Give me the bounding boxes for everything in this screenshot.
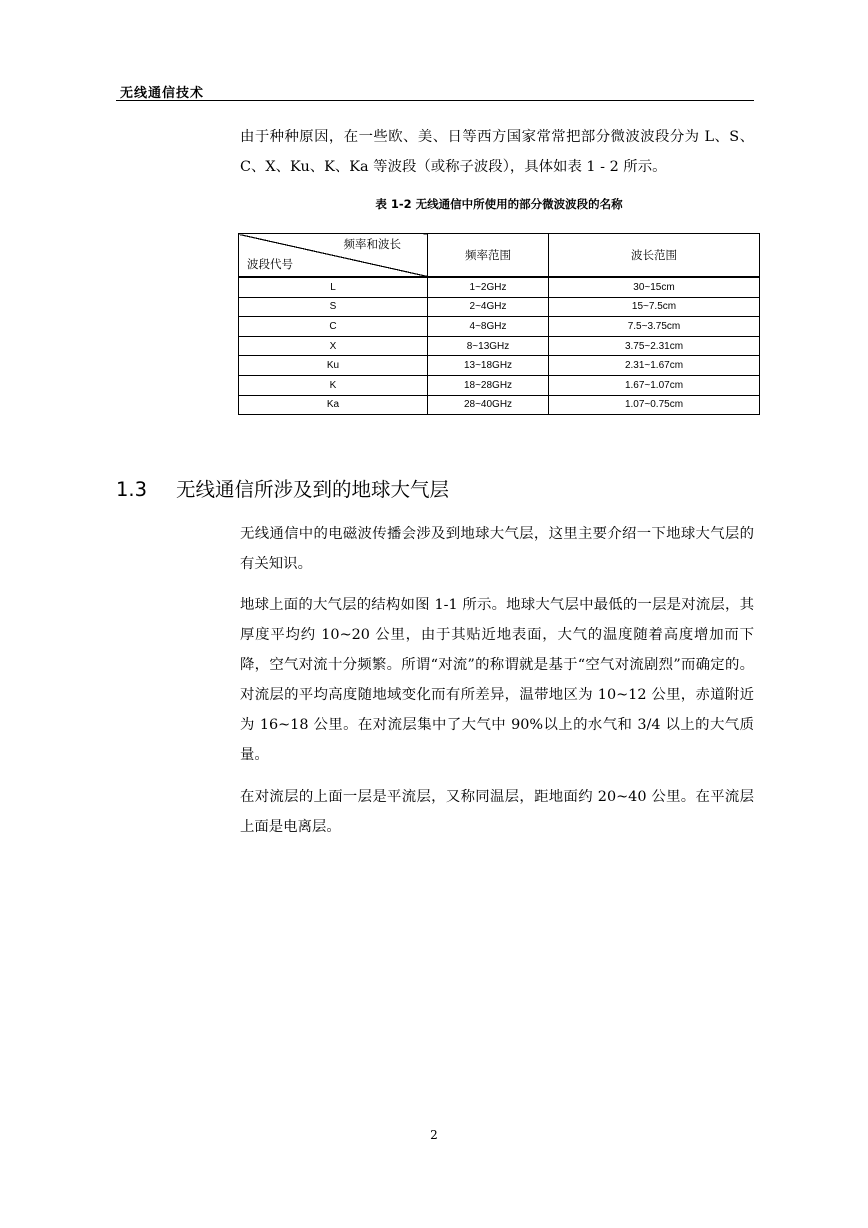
- table-row: [239, 297, 760, 317]
- table-row: [239, 336, 760, 356]
- col-header-frequency: 频率范围: [428, 234, 549, 278]
- section-number: 1.3: [116, 478, 148, 501]
- wavelength-cell: 1.07~0.75cm: [549, 395, 760, 415]
- header-rule: [116, 100, 754, 101]
- frequency-cell: 8~13GHz: [428, 336, 549, 356]
- band-cell: Ku: [239, 356, 428, 376]
- page-number: 2: [430, 1128, 438, 1142]
- table-row: [239, 356, 760, 376]
- table-row: [239, 277, 760, 297]
- diag-header-top: 频率和波长: [343, 237, 401, 251]
- col-header-wavelength: 波长范围: [549, 234, 760, 278]
- band-table: [238, 233, 760, 415]
- frequency-cell: 4~8GHz: [428, 317, 549, 337]
- band-cell: L: [239, 277, 428, 297]
- table-row: [239, 317, 760, 337]
- band-cell: X: [239, 336, 428, 356]
- wavelength-cell: 7.5~3.75cm: [549, 317, 760, 337]
- frequency-cell: 18~28GHz: [428, 375, 549, 395]
- wavelength-cell: 30~15cm: [549, 277, 760, 297]
- frequency-cell: 28~40GHz: [428, 395, 549, 415]
- section-paragraph-3: 在对流层的上面一层是平流层，又称同温层，距地面约 20~40 公里。在平流层上面是电离层。: [240, 789, 754, 835]
- section-paragraph-2: 地球上面的大气层的结构如图 1-1 所示。地球大气层中最低的一层是对流层，其厚度平均约 10~20 公里，由于其贴近地表面，大气的温度随着高度增加而下降，空气对流十分频繁。所谓“对流”的称谓就是基于“空气对流剧烈”而确定的。对流层的平均高度随地域变化而有所差异，温带地区为 10~12 公里，赤道附近为 16~18 公里。在对流层集中了大气中 90%以上的水气和 3/4 以上的大气质量。: [240, 597, 754, 763]
- wavelength-cell: 2.31~1.67cm: [549, 356, 760, 376]
- band-cell: Ka: [239, 395, 428, 415]
- band-cell: K: [239, 375, 428, 395]
- table-row: [239, 375, 760, 395]
- frequency-cell: 13~18GHz: [428, 356, 549, 376]
- intro-paragraph: 由于种种原因，在一些欧、美、日等西方国家常常把部分微波波段分为 L、S、C、X、Ku、K、Ka 等波段（或称子波段），具体如表 1 - 2 所示。: [240, 129, 754, 175]
- table-row: [239, 395, 760, 415]
- wavelength-cell: 3.75~2.31cm: [549, 336, 760, 356]
- wavelength-cell: 15~7.5cm: [549, 297, 760, 317]
- frequency-cell: 2~4GHz: [428, 297, 549, 317]
- band-cell: S: [239, 297, 428, 317]
- table-caption: 表 1-2 无线通信中所使用的部分微波波段的名称: [375, 197, 623, 211]
- wavelength-cell: 1.67~1.07cm: [549, 375, 760, 395]
- band-cell: C: [239, 317, 428, 337]
- section-title: 无线通信所涉及到的地球大气层: [176, 478, 450, 501]
- section-heading: [116, 474, 449, 502]
- frequency-cell: 1~2GHz: [428, 277, 549, 297]
- table-header-row: [239, 234, 760, 278]
- diagonal-header-cell: [239, 234, 428, 278]
- running-header-title: 无线通信技术: [120, 86, 205, 101]
- diag-header-bottom: 波段代号: [247, 257, 293, 271]
- section-paragraph-1: 无线通信中的电磁波传播会涉及到地球大气层，这里主要介绍一下地球大气层的有关知识。: [240, 526, 754, 572]
